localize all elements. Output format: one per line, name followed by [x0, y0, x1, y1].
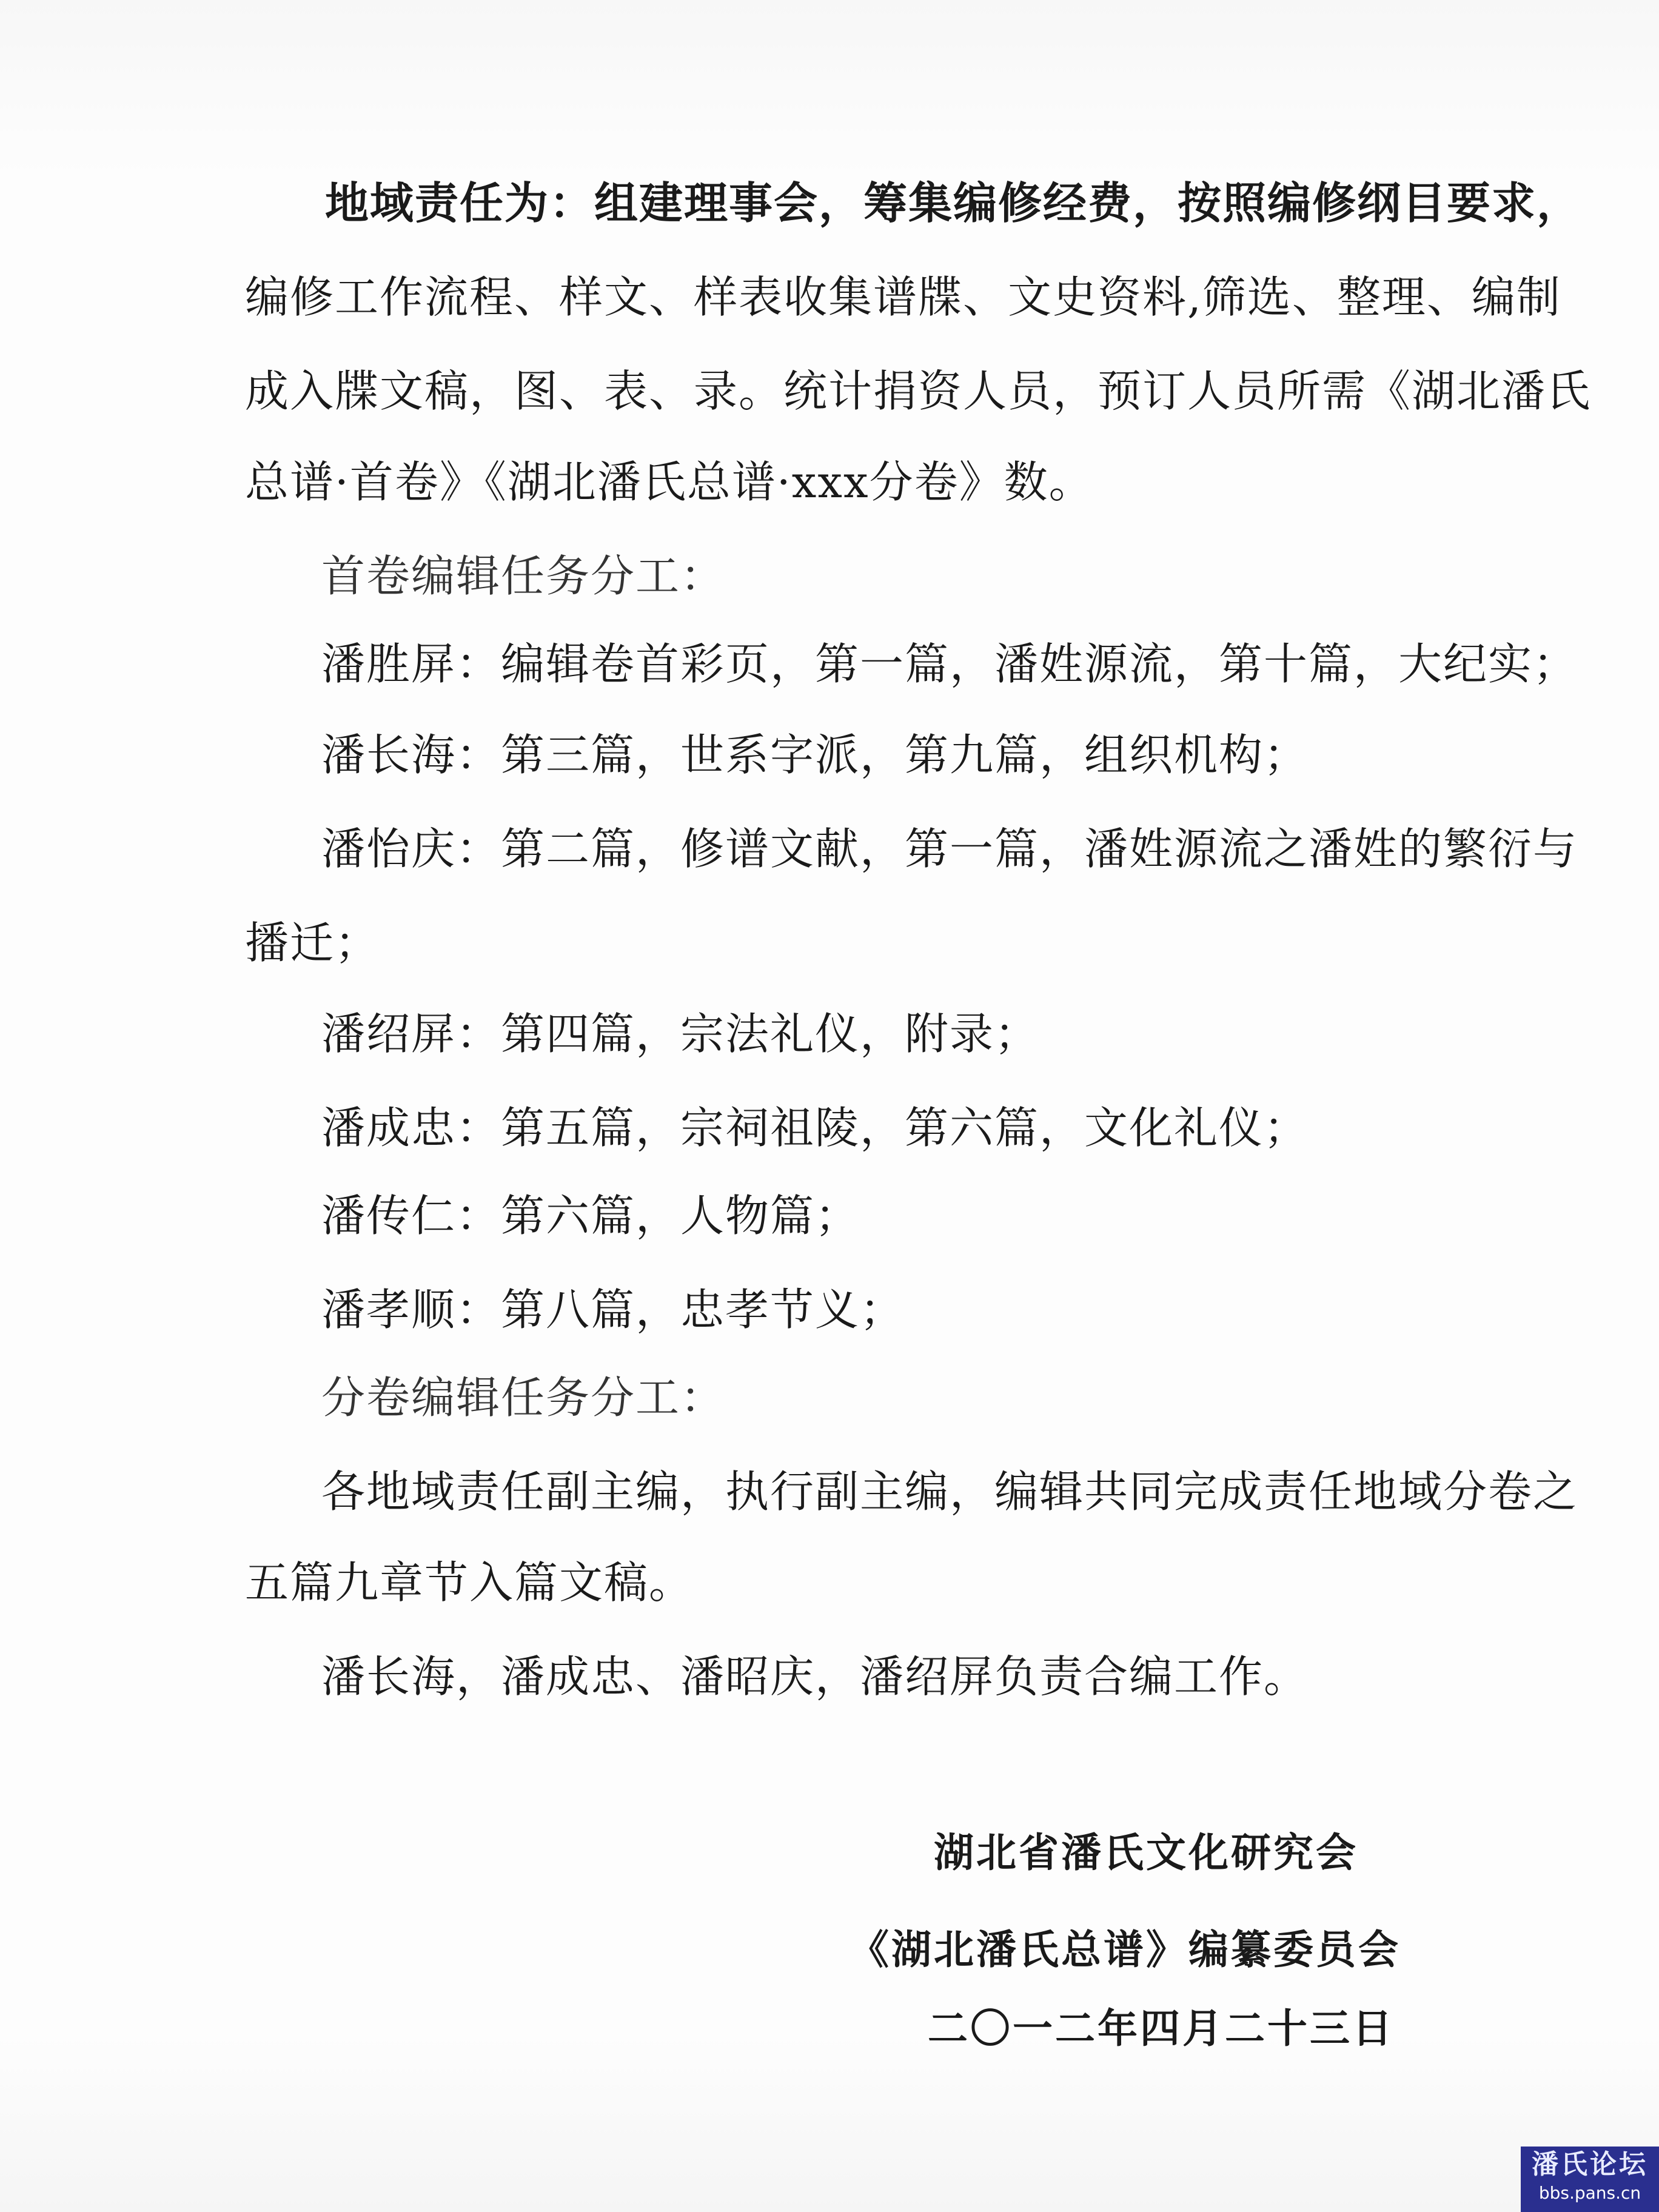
sub-volume-heading: 分卷编辑任务分工：	[321, 1372, 726, 1423]
signature-org-2: 《湖北潘氏总谱》编纂委员会	[849, 1926, 1401, 1973]
signature-date: 二〇一二年四月二十三日	[928, 2005, 1395, 2052]
closing-line: 潘长海，潘成忠、潘昭庆，潘绍屏负责合编工作。	[321, 1651, 1309, 1702]
sub-paragraph-line-2: 五篇九章节入篇文稿。	[245, 1557, 694, 1608]
assignment-line: 潘胜屏：编辑卷首彩页，第一篇，潘姓源流，第十篇，大纪实；	[321, 638, 1578, 689]
paragraph-1-line-3: 成入牒文稿，图、表、录。统计捐资人员，预订人员所需《湖北潘氏	[245, 366, 1592, 417]
assignment-line: 潘绍屏：第四篇，宗法礼仪，附录；	[321, 1008, 1040, 1059]
watermark-title: 潘氏论坛	[1532, 2149, 1648, 2180]
assignment-line: 潘怡庆：第二篇，修谱文献，第一篇，潘姓源流之潘姓的繁衍与	[321, 823, 1578, 874]
paragraph-1-line-1: 地域责任为：组建理事会，筹集编修经费，按照编修纲目要求，	[325, 177, 1582, 229]
paragraph-1-line-4: 总谱·首卷》《湖北潘氏总谱·xxx分卷》数。	[245, 457, 1094, 508]
assignment-line: 潘传仁：第六篇，人物篇；	[321, 1190, 860, 1241]
first-volume-heading: 首卷编辑任务分工：	[321, 551, 726, 602]
assignment-line: 播迁；	[245, 917, 380, 968]
paragraph-1-line-2: 编修工作流程、样文、样表收集谱牒、文史资料,筛选、整理、编制	[245, 272, 1561, 323]
watermark-url: bbs.pans.cn	[1538, 2183, 1641, 2203]
assignment-line: 潘长海：第三篇，世系字派，第九篇，组织机构；	[321, 729, 1309, 780]
sub-paragraph-line-1: 各地域责任副主编，执行副主编，编辑共同完成责任地域分卷之	[321, 1466, 1578, 1517]
assignment-line: 潘成忠：第五篇，宗祠祖陵，第六篇，文化礼仪；	[321, 1102, 1309, 1153]
forum-watermark	[1521, 2147, 1659, 2212]
assignment-line: 潘孝顺：第八篇，忠孝节义；	[321, 1284, 905, 1335]
signature-org-1: 湖北省潘氏文化研究会	[934, 1829, 1358, 1876]
